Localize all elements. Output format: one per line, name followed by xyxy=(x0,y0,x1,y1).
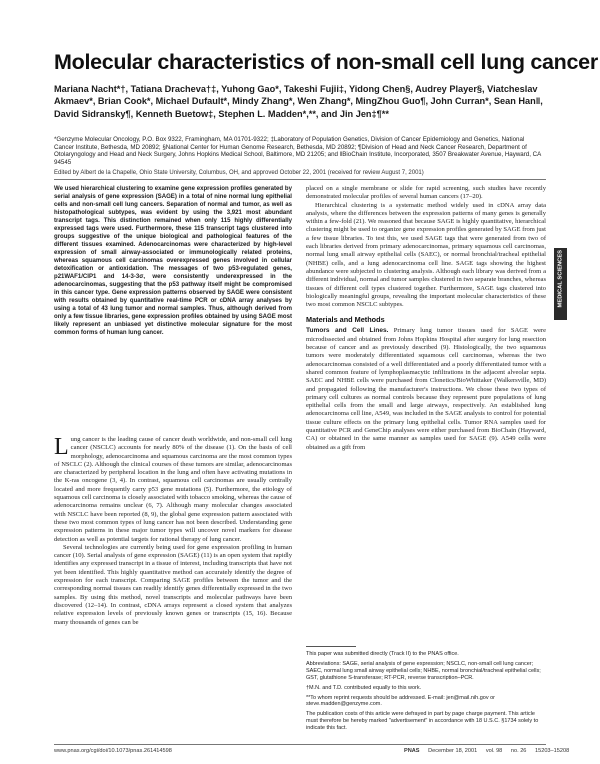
footnote-correspondence: **To whom reprint requests should be addressed. E-mail: jen@mail.nih.gov or steve.madden@genzyme.com. xyxy=(306,694,496,708)
intro-paragraph-2: Several technologies are currently being used for gene expression profiling in human cancer (10). Serial analysis of gene expression (SAGE) (11) is an open system that rapidly identifies any expressed transcript in a tissue of interest, including transcripts that have not yet been identified. This highly quantitative method can accurately identify the degree of expression for each transcript. Comparing SAGE profiles between the tumor and the corresponding normal tissues can readily identify genes differentially expressed in the two samples. By using this method, novel transcripts and molecular pathways have been discovered (12–14). In contrast, cDNA arrays represent a closed system that analyzes relative expression levels of previously known genes or transcripts (15, 16). Because many thousands of genes can be xyxy=(54,543,292,626)
methods-runin-heading: Tumors and Cell Lines. xyxy=(306,327,389,335)
paper-title: Molecular characteristics of non-small cell lung cancer xyxy=(54,50,598,74)
col2-paragraph-1: placed on a single membrane or slide for rapid screening, such studies have recently demonstrated molecular profiles of several human cancers (17–20). xyxy=(306,185,546,201)
col2-paragraph-2: Hierarchical clustering is a systematic method widely used in cDNA array data analysis, where the differences between the expression patterns of many genes is generally within a few-fold (21). We reasoned that because SAGE is highly quantitative, hierarchical clustering might be used to organize gene expression profiles generated by SAGE from just a few tissue libraries. To test this, we used SAGE tags that were generated from two of each libraries derived from primary adenocarcinomas, primary squamous cell carcinomas, normal lung small airway epithelial cells (SAEC), or normal bronchial/tracheal epithelial (NHBE) cells, and a lung adenocarcinoma cell line. SAGE tags showing the highest abundance were subjected to clustering analysis. Although each library was derived from a different individual, normal and tumor samples clustered in two separate branches, whereas tissues of different cell types clustered together. Furthermore, SAGE tags clustered into biologically meaningful groups, revealing the important molecular characteristics of these two most common NSCLC subtypes. xyxy=(306,201,546,309)
issue-date: December 18, 2001 xyxy=(428,748,478,754)
volume: vol. 98 xyxy=(485,748,503,754)
footnote-publication-costs: The publication costs of this article were defrayed in part by page charge payment. This article must therefore be hereby marked "advertisement" in accordance with 18 U.S.C. §1734 solely to indicate this fact. xyxy=(306,711,539,732)
footnote-submission: This paper was submitted directly (Track II) to the PNAS office. xyxy=(306,651,459,657)
footnote-abbreviations: Abbreviations: SAGE, serial analysis of gene expression; NSCLC, non-small cell lung cancer; SAEC, normal lung small airway epithelial cells; NHBE, normal bronchial/tracheal epithelial cells; GST, glutathione S-transferase; RT-PCR, reverse transcription–PCR. xyxy=(306,660,541,681)
edited-by-line: Edited by Albert de la Chapelle, Ohio State University, Columbus, OH, and approved October 22, 2001 (received for review August 7, 2001) xyxy=(54,170,424,176)
footnote-divider xyxy=(306,646,356,647)
introduction xyxy=(54,436,292,627)
methods-paragraph xyxy=(306,327,546,451)
author-list: Mariana Nacht*†, Tatiana Dracheva†‡, Yuhong Gao*, Takeshi Fujii‡, Yidong Chen§, Audrey Player§, Viatcheslav Akmaev*, Brian Cook*, Michael Dufault*, Mindy Zhang*, Wen Zhang*, MingZhou Guo¶, John Curran*, Sean Han‖, David Sidransky¶, Kenneth Buetow‡, Stephen L. Madden*,**, and Jin Jen‡¶** xyxy=(54,84,543,119)
intro-paragraph-1: ung cancer is the leading cause of cancer death worldwide, and non-small cell lung cancer (NSCLC) accounts for nearly 80% of the disease (1). On the basis of cell morphology, adenocarcinoma and squamous carcinoma are the most common types of NSCLC (2). Although the clinical courses of these tumors are similar, adenocarcinomas are characterized by peripheral location in the lung and often have activating mutations in the K-ras oncogene (3, 4). In contrast, squamous cell carcinomas are usually centrally located and more frequently carry p53 gene mutations (5). Furthermore, the etiology of squamous cell carcinoma is closely associated with tobacco smoking, whereas the cause of adenocarcinoma remains unclear (6, 7). Although many molecular changes associated with NSCLC have been reported (8, 9), the global gene expression pattern associated with these two most common types of lung cancer has not been described. Understanding gene expression patterns in these major tumor types will uncover novel markers for disease detection as well as potential targets for rational therapy of lung cancer. xyxy=(54,436,292,543)
drop-cap: L xyxy=(54,434,69,460)
header-divider xyxy=(54,179,546,180)
affiliations: *Genzyme Molecular Oncology, P.O. Box 9322, Framingham, MA 01701-9322; ‡Laboratory of Population Genetics, Division of Cancer Epidemiology and Genetics, National Cancer Institute, Bethesda, MD 20892; §National Center for Human Genome Research, Bethesda, MD 20892; ¶Division of Head and Neck Cancer Research, Department of Otolaryngology and Head and Neck Surgery, Johns Hopkins Medical School, Baltimore, MD 21205; and ‖BioChain Institute, Incorporated, 3507 Breakwater Avenue, Hayward, CA 94545 xyxy=(54,136,541,166)
methods-heading: Materials and Methods xyxy=(306,315,385,325)
journal-name: PNAS xyxy=(404,748,420,754)
section-tab-label: MEDICAL SCIENCES xyxy=(557,249,564,308)
footnotes xyxy=(306,646,546,735)
doi-link[interactable]: www.pnas.org/cgi/doi/10.1073/pnas.261414598 xyxy=(54,748,172,754)
right-column xyxy=(306,185,546,452)
methods-text: Primary lung tumor tissues used for SAGE were microdissected and obtained from Johns Hopkins Hospital after surgery for lung resection because of cancer and as previously described (9). Histologically, the two squamous tumors were moderately differentiated squamous cell carcinomas, whereas the two adenocarcinomas consisted of a well differentiated and a poorly differentiated tumor with a shared common feature of lymphoplasmacytic infiltrations in the adjacent alveolar septa. SAEC and NHBE cells were purchased from Clonetics/BioWhittaker (Walkersville, MD) and propagated following the manufacturer's instructions. We chose these two types of primary cell cultures as normal controls because they represent pure populations of lung epithelial cells from the small and large airways, respectively. An established lung adenocarcinoma cell line, A549, was included in the SAGE analysis to control for potential tissue culture effects on the primary lung epithelial cells. Tumor RNA samples used for quantitative PCR and GeneChip analyses were either purchased from BioChain (Hayward, CA) or obtained in the same manner as samples used for SAGE (9). A549 cells were obtained as a gift from xyxy=(306,327,546,451)
issue-number: no. 26 xyxy=(510,748,527,754)
footer-divider xyxy=(54,744,546,745)
footnote-equal-contribution: †M.N. and T.D. contributed equally to this work. xyxy=(306,684,422,691)
journal-citation xyxy=(397,748,570,754)
page-range: 15203–15208 xyxy=(534,748,570,754)
abstract: We used hierarchical clustering to examine gene expression profiles generated by serial analysis of gene expression (SAGE) in a total of nine normal lung epithelial cells and non-small cell lung cancers. Separation of normal and tumor, as well as histopathological subtypes, was evident by using the 3,921 most abundant transcript tags. This distinction remained when only 115 highly differentially expressed tags were used. Furthermore, these 115 transcript tags clustered into groups suggestive of the unique biological and pathological features of the different tissues examined. Adenocarcinomas were characterized by high-level expression of small airway-associated or immunologically related proteins, whereas squamous cell carcinomas overexpressed genes involved in cellular detoxification or antioxidation. The messages of two p53-regulated genes, p21WAF1/CIP1 and 14-3-3σ, were consistently underexpressed in the adenocarcinomas, suggesting that the p53 pathway itself might be compromised in this cancer type. Gene expression patterns observed by SAGE were consistent with results obtained by quantitative real-time PCR or cDNA array analyses by using a total of 43 lung tumor and normal samples. Thus, although derived from only a few tissue libraries, gene expression profiles obtained by using SAGE most likely represent an unbiased yet distinctive molecular signature for the most common forms of human lung cancer. xyxy=(54,186,292,336)
